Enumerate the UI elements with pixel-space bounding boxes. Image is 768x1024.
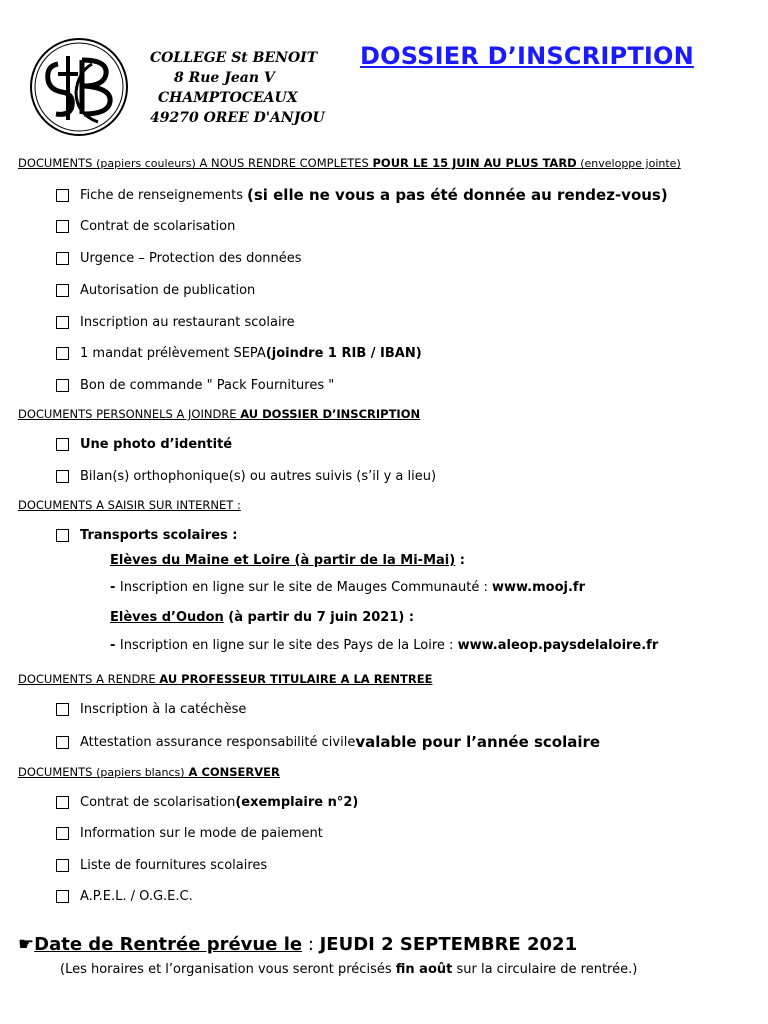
checkbox-item-transports[interactable]: Transports scolaires : <box>56 528 238 543</box>
rentree-date-line: ☛Date de Rentrée prévue le : JEUDI 2 SEPTEMBRE 2021 <box>18 934 578 955</box>
checkbox[interactable] <box>56 736 69 749</box>
checkbox[interactable] <box>56 220 69 233</box>
section-heading-personal-docs: DOCUMENTS PERSONNELS A JOINDRE AU DOSSIER D’INSCRIPTION <box>18 407 421 421</box>
rentree-note: (Les horaires et l’organisation vous seront précisés fin août sur la circulaire de rentrée.) <box>60 962 638 977</box>
checkbox-item-assurance[interactable]: Attestation assurance responsabilité civile valable pour l’année scolaire <box>56 733 600 751</box>
checkbox-item-paiement[interactable]: Information sur le mode de paiement <box>56 826 323 841</box>
checkbox-item-sepa[interactable]: 1 mandat prélèvement SEPA (joindre 1 RIB / IBAN) <box>56 346 422 361</box>
maine-et-loire-line: - Inscription en ligne sur le site de Mauges Communauté : www.mooj.fr <box>110 580 585 595</box>
school-postcode: 49270 OREE D'ANJOU <box>150 110 325 126</box>
section-heading-teacher-docs: DOCUMENTS A RENDRE AU PROFESSEUR TITULAIRE A LA RENTREE <box>18 672 433 686</box>
checkbox-item-fiche[interactable]: Fiche de renseignements (si elle ne vous a pas été donnée au rendez-vous) <box>56 186 668 204</box>
section-heading-colored-docs: DOCUMENTS (papiers couleurs) A NOUS RENDRE COMPLETES POUR LE 15 JUIN AU PLUS TARD (enveloppe jointe) <box>18 156 681 170</box>
checkbox-item-catechese[interactable]: Inscription à la catéchèse <box>56 702 246 717</box>
checkbox-item-restaurant[interactable]: Inscription au restaurant scolaire <box>56 315 295 330</box>
school-street: 8 Rue Jean V <box>174 70 275 86</box>
checkbox[interactable] <box>56 379 69 392</box>
oudon-line: - Inscription en ligne sur le site des Pays de la Loire : www.aleop.paysdelaloire.fr <box>110 638 659 653</box>
checkbox[interactable] <box>56 189 69 202</box>
checkbox-item-urgence[interactable]: Urgence – Protection des données <box>56 251 302 266</box>
school-town: CHAMPTOCEAUX <box>158 90 298 106</box>
checkbox-item-autorisation[interactable]: Autorisation de publication <box>56 283 255 298</box>
section-heading-keep-docs: DOCUMENTS (papiers blancs) A CONSERVER <box>18 765 280 779</box>
checkbox[interactable] <box>56 703 69 716</box>
checkbox[interactable] <box>56 796 69 809</box>
checkbox-item-liste[interactable]: Liste de fournitures scolaires <box>56 858 267 873</box>
checkbox[interactable] <box>56 470 69 483</box>
mooj-link[interactable]: www.mooj.fr <box>491 580 585 595</box>
checkbox-item-apel[interactable]: A.P.E.L. / O.G.E.C. <box>56 889 193 904</box>
aleop-link[interactable]: www.aleop.paysdelaloire.fr <box>457 638 659 653</box>
checkbox[interactable] <box>56 890 69 903</box>
pointing-hand-icon: ☛ <box>18 934 35 955</box>
maine-et-loire-heading: Elèves du Maine et Loire (à partir de la Mi-Mai) : <box>110 553 465 568</box>
checkbox-item-photo[interactable]: Une photo d’identité <box>56 437 232 452</box>
checkbox[interactable] <box>56 827 69 840</box>
school-name: COLLEGE St BENOIT <box>150 50 318 66</box>
checkbox[interactable] <box>56 252 69 265</box>
checkbox[interactable] <box>56 316 69 329</box>
checkbox[interactable] <box>56 859 69 872</box>
checkbox-item-fournitures[interactable]: Bon de commande " Pack Fournitures " <box>56 378 334 393</box>
oudon-heading: Elèves d’Oudon (à partir du 7 juin 2021) : <box>110 610 415 625</box>
section-heading-internet-docs: DOCUMENTS A SAISIR SUR INTERNET : <box>18 498 241 512</box>
school-address <box>150 48 325 128</box>
checkbox-item-contrat[interactable]: Contrat de scolarisation <box>56 219 235 234</box>
school-logo <box>28 36 130 138</box>
checkbox[interactable] <box>56 347 69 360</box>
checkbox[interactable] <box>56 284 69 297</box>
checkbox[interactable] <box>56 438 69 451</box>
checkbox[interactable] <box>56 529 69 542</box>
page-title: DOSSIER D’INSCRIPTION <box>360 42 694 70</box>
checkbox-item-contrat-copy[interactable]: Contrat de scolarisation (exemplaire n°2) <box>56 795 358 810</box>
checkbox-item-bilan[interactable]: Bilan(s) orthophonique(s) ou autres suivis (s’il y a lieu) <box>56 469 436 484</box>
